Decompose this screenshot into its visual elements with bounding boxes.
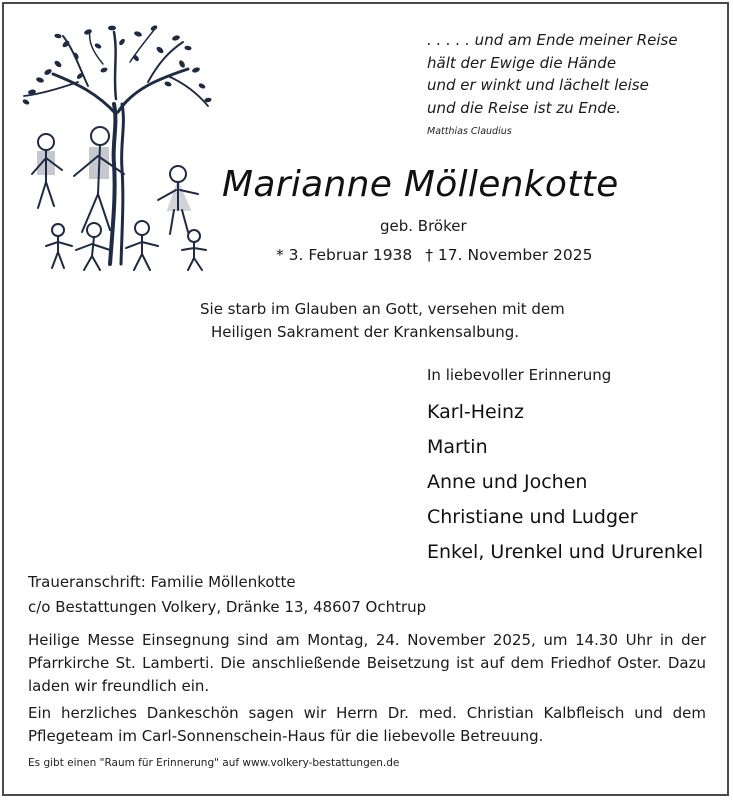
memorial-website-note: Es gibt einen "Raum für Erinnerung" auf www.volkery-bestattungen.de <box>28 757 400 769</box>
birth-date: * 3. Februar 1938 <box>276 246 413 264</box>
address-line: Traueranschrift: Familie Möllenkotte <box>28 573 296 591</box>
faith-statement <box>200 298 565 344</box>
mourners-list <box>427 395 703 570</box>
life-dates <box>276 246 600 264</box>
mourner-name: Martin <box>427 436 488 458</box>
mourner-name: Karl-Heinz <box>427 401 524 423</box>
address-line: c/o Bestattungen Volkery, Dränke 13, 48607 Ochtrup <box>28 598 427 616</box>
poem-line: hält der Ewige die Hände <box>427 53 617 72</box>
poem-line: und die Reise ist zu Ende. <box>427 98 621 117</box>
poem-author: Matthias Claudius <box>427 126 512 137</box>
deceased-name: Marianne Möllenkotte <box>222 164 619 205</box>
maiden-name: geb. Bröker <box>380 217 467 235</box>
mourner-name: Christiane und Ludger <box>427 506 638 528</box>
mourning-address <box>28 570 426 620</box>
service-announcement: Heilige Messe Einsegnung sind am Montag, 24. November 2025, um 14.30 Uhr in der Pfarrkirche St. Lamberti. Die anschließende Beisetzung ist auf dem Friedhof Oster. Dazu laden wir freundlich ein. <box>28 631 706 695</box>
faith-line: Sie starb im Glauben an Gott, versehen mit dem <box>200 300 565 318</box>
mourner-name: Enkel, Urenkel und Ururenkel <box>427 541 704 563</box>
mourners-intro: In liebevoller Erinnerung <box>427 366 612 384</box>
thanks-note: Ein herzliches Dankeschön sagen wir Herrn Dr. med. Christian Kalbfleisch und dem Pflegeteam im Carl-Sonnenschein-Haus für die liebevolle Betreuung. <box>28 704 706 745</box>
tree-children-illustration <box>18 24 213 272</box>
death-date: † 17. November 2025 <box>425 246 593 264</box>
faith-line: Heiligen Sakrament der Krankensalbung. <box>210 323 520 341</box>
poem <box>427 29 678 119</box>
poem-line: und er winkt und lächelt leise <box>427 76 649 94</box>
poem-line: . . . . . und am Ende meiner Reise <box>427 31 678 49</box>
mourner-name: Anne und Jochen <box>427 471 588 493</box>
